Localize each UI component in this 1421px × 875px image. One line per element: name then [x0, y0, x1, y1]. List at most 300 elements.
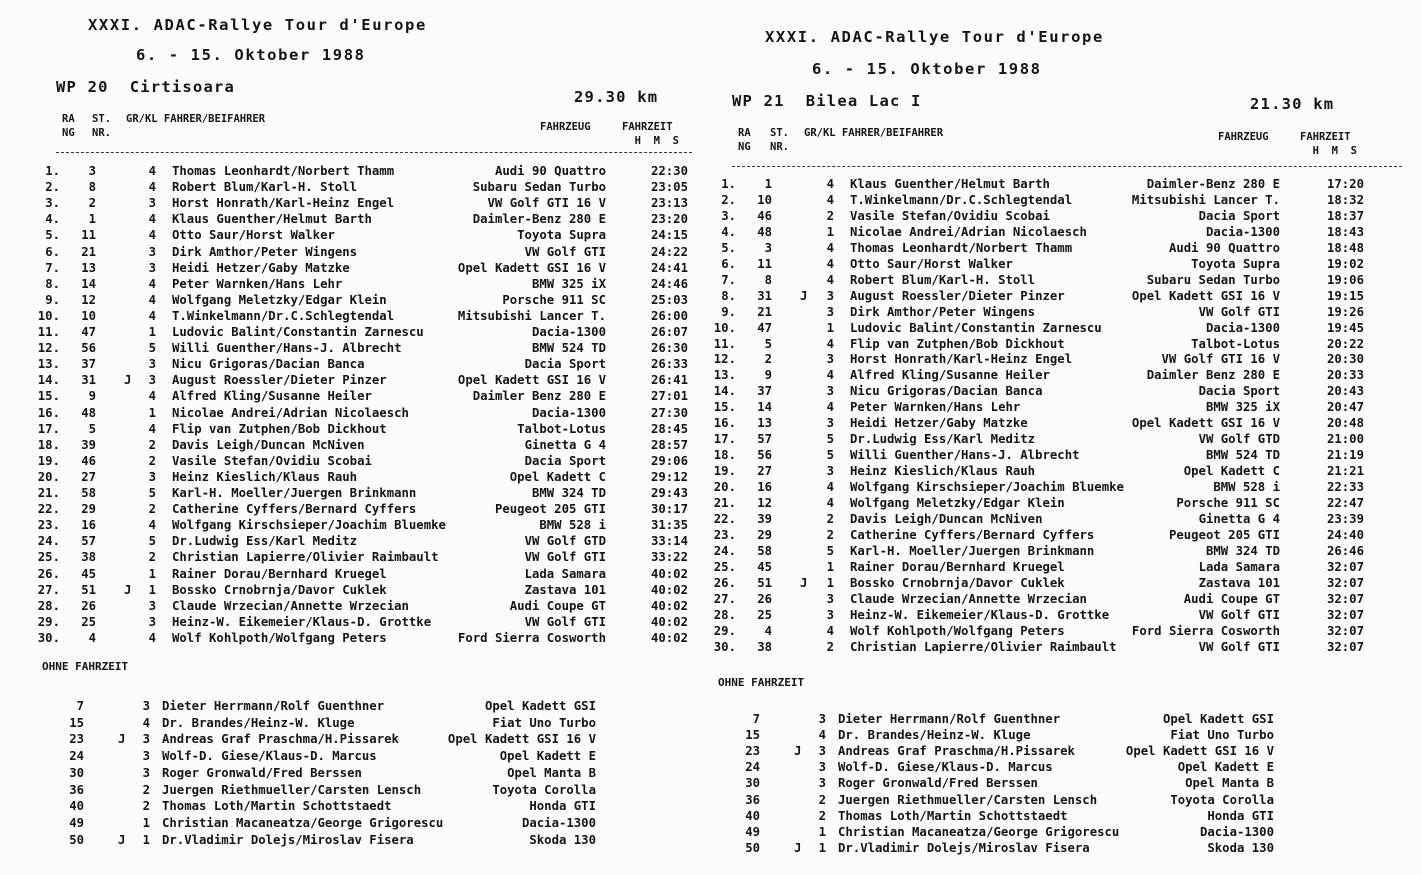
junior-flag-cell: J	[800, 575, 808, 590]
start-number-cell: 13	[757, 416, 772, 431]
stage-time-cell: 26:46	[1326, 543, 1364, 558]
rank-cell: 27.	[37, 582, 60, 597]
group-class-cell: 3	[148, 373, 156, 388]
car-cell: Daimler-Benz 280 E	[472, 212, 606, 227]
ohne-fahrzeit-row	[0, 748, 700, 764]
group-class-cell: 3	[148, 196, 156, 211]
car-cell: VW Golf GTI 16 V	[1161, 352, 1280, 367]
start-number-cell: 24	[69, 749, 84, 764]
start-number-cell: 7	[76, 699, 84, 713]
group-class-cell: 3	[142, 749, 150, 764]
ohne-fahrzeit-label: OHNE FAHRZEIT	[42, 660, 129, 673]
stage-time-cell: 32:07	[1326, 639, 1364, 654]
result-row	[0, 388, 700, 404]
stage-time-cell: 28:45	[650, 421, 688, 436]
group-class-cell: 4	[148, 630, 156, 645]
car-cell: Opel Kadett E	[499, 749, 596, 764]
junior-flag-cell: J	[124, 582, 132, 597]
group-class-cell: 3	[142, 699, 150, 713]
group-class-cell: 1	[148, 582, 156, 597]
result-row	[0, 598, 700, 614]
start-number-cell: 38	[757, 639, 772, 654]
group-class-cell: 3	[142, 732, 150, 747]
rank-cell: 14.	[37, 373, 60, 388]
car-cell: BMW 524 TD	[531, 341, 606, 356]
rank-cell: 17.	[713, 432, 736, 447]
crew-cell: Wolfgang Meletzky/Edgar Klein	[850, 496, 1065, 510]
car-cell: Honda GTI	[529, 799, 596, 814]
result-row	[0, 421, 700, 437]
start-number-cell: 1	[88, 212, 96, 227]
start-number-cell: 56	[757, 448, 772, 463]
stage-time-cell: 19:45	[1326, 320, 1364, 335]
stage-time-cell: 20:47	[1326, 400, 1364, 415]
crew-cell: Peter Warnken/Hans Lehr	[850, 400, 1021, 415]
rank-cell: 30.	[713, 639, 736, 654]
ohne-fahrzeit-row	[0, 698, 700, 714]
stage-distance: 21.30 km	[1250, 95, 1335, 113]
group-class-cell: 4	[818, 728, 826, 743]
rank-cell: 12.	[37, 341, 60, 356]
result-row	[0, 630, 700, 646]
stage-time-cell: 18:32	[1326, 192, 1364, 207]
header-rule	[56, 152, 692, 153]
group-class-cell: 1	[826, 224, 834, 239]
crew-cell: Heidi Hetzer/Gaby Matzke	[850, 416, 1028, 431]
crew-cell: Juergen Riethmueller/Carsten Lensch	[162, 782, 422, 797]
header-fahrzeug: FAHRZEUG	[1218, 131, 1269, 143]
ohne-fahrzeit-row	[0, 765, 700, 781]
group-class-cell: 2	[826, 208, 834, 223]
car-cell: Toyota Supra	[1191, 256, 1280, 271]
stage-time-cell: 40:02	[650, 614, 688, 629]
crew-cell: Thomas Loth/Martin Schottstaedt	[838, 808, 1068, 823]
ohne-fahrzeit-row	[712, 808, 1412, 824]
start-number-cell: 40	[69, 799, 84, 814]
rank-cell: 28.	[713, 607, 736, 622]
result-row	[712, 575, 1412, 591]
stage-time-cell: 40:02	[650, 630, 688, 645]
rank-cell: 17.	[37, 421, 60, 436]
stage-time-cell: 32:07	[1326, 559, 1364, 574]
crew-cell: Wolf-D. Giese/Klaus-D. Marcus	[162, 749, 377, 764]
rank-cell: 15.	[37, 389, 60, 404]
stage-time-cell: 18:37	[1326, 208, 1364, 223]
crew-cell: Catherine Cyffers/Bernard Cyffers	[850, 527, 1095, 542]
start-number-cell: 5	[764, 336, 772, 351]
group-class-cell: 4	[148, 228, 156, 243]
start-number-cell: 36	[745, 792, 760, 807]
stage-time-cell: 18:48	[1326, 240, 1364, 255]
start-number-cell: 38	[81, 550, 96, 565]
result-row	[712, 383, 1412, 399]
junior-flag-cell: J	[118, 732, 126, 747]
result-row	[0, 485, 700, 501]
result-row	[712, 431, 1412, 447]
result-row	[0, 292, 700, 308]
crew-cell: Roger Gronwald/Fred Berssen	[838, 776, 1038, 791]
group-class-cell: 1	[142, 815, 150, 830]
start-number-cell: 5	[88, 421, 96, 436]
start-number-cell: 12	[81, 292, 96, 307]
crew-cell: Horst Honrath/Karl-Heinz Engel	[172, 196, 395, 211]
event-title: XXXI. ADAC-Rallye Tour d'Europe	[88, 16, 427, 34]
start-number-cell: 24	[745, 760, 760, 775]
group-class-cell: 3	[826, 416, 834, 431]
ohne-fahrzeit-row	[712, 759, 1412, 775]
start-number-cell: 13	[81, 260, 96, 275]
crew-cell: Christian Lapierre/Olivier Raimbault	[850, 639, 1117, 654]
group-class-cell: 3	[826, 591, 834, 606]
group-class-cell: 3	[826, 304, 834, 319]
ohne-fahrzeit-row	[0, 715, 700, 731]
start-number-cell: 2	[88, 196, 96, 211]
start-number-cell: 48	[757, 224, 772, 239]
crew-cell: Flip van Zutphen/Bob Dickhout	[850, 336, 1065, 351]
result-row	[712, 527, 1412, 543]
rank-cell: 22.	[37, 502, 60, 517]
start-number-cell: 27	[81, 469, 96, 484]
crew-cell: Andreas Graf Praschma/H.Pissarek	[838, 744, 1075, 759]
stage-time-cell: 19:06	[1326, 272, 1364, 287]
car-cell: VW Golf GTD	[524, 534, 606, 549]
rank-cell: 26.	[713, 575, 736, 590]
ohne-fahrzeit-row	[712, 792, 1412, 808]
car-cell: Peugeot 205 GTI	[1168, 527, 1280, 542]
start-number-cell: 26	[757, 591, 772, 606]
ohne-fahrzeit-row	[0, 731, 700, 747]
group-class-cell: 4	[148, 292, 156, 307]
crew-cell: Nicolae Andrei/Adrian Nicolaesch	[850, 224, 1087, 239]
result-row	[712, 479, 1412, 495]
car-cell: Toyota Corolla	[492, 782, 596, 797]
start-number-cell: 47	[81, 325, 96, 339]
car-cell: Opel Kadett GSI 16 V	[457, 260, 606, 275]
car-cell: Ginetta G 4	[1198, 511, 1280, 526]
rank-cell: 1.	[721, 177, 736, 191]
stage-time-cell: 32:07	[1326, 575, 1364, 590]
result-row	[0, 453, 700, 469]
start-number-cell: 15	[69, 715, 84, 730]
result-row	[712, 240, 1412, 256]
rank-cell: 29.	[713, 623, 736, 638]
rank-cell: 19.	[37, 453, 60, 468]
start-number-cell: 46	[81, 453, 96, 468]
group-class-cell: 4	[826, 272, 834, 287]
rank-cell: 3.	[721, 208, 736, 223]
car-cell: Opel Kadett E	[1177, 760, 1274, 775]
crew-cell: Otto Saur/Horst Walker	[850, 256, 1013, 271]
result-row	[712, 320, 1412, 336]
group-class-cell: 1	[818, 824, 826, 839]
stage-time-cell: 28:57	[650, 437, 688, 452]
group-class-cell: 1	[148, 566, 156, 581]
crew-cell: Davis Leigh/Duncan McNiven	[172, 437, 365, 452]
result-row	[712, 495, 1412, 511]
start-number-cell: 30	[69, 765, 84, 780]
car-cell: BMW 528 i	[1213, 480, 1280, 495]
result-row	[712, 192, 1412, 208]
stage-distance: 29.30 km	[574, 88, 659, 106]
crew-cell: T.Winkelmann/Dr.C.Schlegtendal	[850, 192, 1073, 207]
result-row	[712, 399, 1412, 415]
stage-time-cell: 27:01	[650, 389, 688, 404]
result-row	[0, 549, 700, 565]
crew-cell: Willi Guenther/Hans-J. Albrecht	[850, 448, 1080, 463]
crew-cell: August Roessler/Dieter Pinzer	[850, 288, 1065, 303]
rank-cell: 2.	[45, 180, 60, 195]
rank-cell: 10.	[37, 308, 60, 323]
crew-cell: Horst Honrath/Karl-Heinz Engel	[850, 352, 1073, 367]
car-cell: VW Golf GTI	[1198, 639, 1280, 654]
start-number-cell: 51	[81, 582, 96, 597]
crew-cell: Christian Macaneatza/George Grigorescu	[162, 815, 444, 830]
start-number-cell: 8	[764, 272, 772, 287]
car-cell: VW Golf GTI 16 V	[487, 196, 606, 211]
car-cell: Ford Sierra Cosworth	[1131, 623, 1280, 638]
result-row	[0, 179, 700, 195]
result-row	[712, 463, 1412, 479]
rank-cell: 5.	[721, 240, 736, 255]
result-row	[712, 415, 1412, 431]
group-class-cell: 3	[826, 288, 834, 303]
start-number-cell: 58	[81, 486, 96, 500]
stage-time-cell: 24:40	[1326, 527, 1364, 542]
result-row	[0, 211, 700, 227]
group-class-cell: 2	[148, 550, 156, 565]
stage-time-cell: 20:22	[1326, 336, 1364, 351]
result-row	[712, 367, 1412, 383]
start-number-cell: 10	[81, 308, 96, 323]
car-cell: Opel Manta B	[507, 765, 596, 780]
crew-cell: T.Winkelmann/Dr.C.Schlegtendal	[172, 308, 395, 323]
group-class-cell: 2	[826, 527, 834, 542]
crew-cell: Heinz-W. Eikemeier/Klaus-D. Grottke	[172, 614, 432, 629]
crew-cell: Dr.Ludwig Ess/Karl Meditz	[850, 432, 1036, 447]
group-class-cell: 2	[826, 511, 834, 526]
car-cell: Dacia-1300	[1199, 824, 1274, 839]
stage-time-cell: 20:48	[1326, 416, 1364, 431]
result-row	[0, 163, 700, 179]
ohne-fahrzeit-row	[712, 775, 1412, 791]
rank-cell: 15.	[713, 400, 736, 415]
ohne-fahrzeit-label: OHNE FAHRZEIT	[718, 676, 805, 689]
group-class-cell: 1	[148, 325, 156, 339]
crew-cell: Davis Leigh/Duncan McNiven	[850, 511, 1043, 526]
car-cell: Lada Samara	[524, 566, 606, 581]
crew-cell: Thomas Leonhardt/Norbert Thamm	[172, 164, 395, 178]
start-number-cell: 4	[88, 630, 96, 645]
stage-time-cell: 26:07	[650, 325, 688, 339]
rank-cell: 26.	[37, 566, 60, 581]
rank-cell: 28.	[37, 598, 60, 613]
car-cell: Mitsubishi Lancer T.	[1131, 192, 1280, 207]
car-cell: Mitsubishi Lancer T.	[457, 308, 606, 323]
crew-cell: Roger Gronwald/Fred Berssen	[162, 765, 362, 780]
rank-cell: 20.	[37, 469, 60, 484]
car-cell: VW Golf GTI	[524, 614, 606, 629]
start-number-cell: 39	[757, 511, 772, 526]
group-class-cell: 3	[148, 598, 156, 613]
ohne-fahrzeit-row	[0, 798, 700, 814]
car-cell: Opel Kadett GSI 16 V	[1131, 288, 1280, 303]
group-class-cell: 5	[826, 432, 834, 447]
car-cell: Lada Samara	[1198, 559, 1280, 574]
crew-cell: Wolf Kohlpoth/Wolfgang Peters	[850, 623, 1065, 638]
stage-time-cell: 19:02	[1326, 256, 1364, 271]
result-row	[712, 336, 1412, 352]
start-number-cell: 15	[745, 728, 760, 743]
rank-cell: 18.	[713, 448, 736, 463]
crew-cell: August Roessler/Dieter Pinzer	[172, 373, 387, 388]
crew-cell: Dr.Vladimir Dolejs/Miroslav Fisera	[838, 840, 1090, 855]
start-number-cell: 3	[88, 164, 96, 178]
rank-cell: 14.	[713, 384, 736, 399]
start-number-cell: 51	[757, 575, 772, 590]
group-class-cell: 5	[148, 341, 156, 356]
start-number-cell: 9	[88, 389, 96, 404]
result-row	[0, 437, 700, 453]
group-class-cell: 3	[826, 464, 834, 479]
start-number-cell: 12	[757, 496, 772, 510]
car-cell: Opel Kadett GSI 16 V	[1131, 416, 1280, 431]
header-startnr: ST. NR.	[770, 127, 789, 153]
rank-cell: 7.	[721, 272, 736, 287]
stage-time-cell: 24:41	[650, 260, 688, 275]
result-row	[0, 195, 700, 211]
stage-time-cell: 27:30	[650, 405, 688, 420]
result-row	[0, 533, 700, 549]
group-class-cell: 1	[148, 405, 156, 420]
crew-cell: Heinz Kieslich/Klaus Rauh	[172, 469, 358, 484]
group-class-cell: 3	[148, 244, 156, 259]
car-cell: Dacia Sport	[1198, 384, 1280, 399]
start-number-cell: 45	[81, 566, 96, 581]
result-row	[712, 176, 1412, 192]
ohne-fahrzeit-row	[712, 743, 1412, 759]
rank-cell: 4.	[45, 212, 60, 227]
group-class-cell: 2	[818, 808, 826, 823]
start-number-cell: 3	[764, 240, 772, 255]
header-fahrzeit: FAHRZEIT H M S	[1300, 131, 1357, 157]
group-class-cell: 5	[826, 448, 834, 463]
group-class-cell: 4	[148, 212, 156, 227]
start-number-cell: 21	[757, 304, 772, 319]
crew-cell: Wolfgang Kirschsieper/Joachim Bluemke	[172, 518, 446, 533]
start-number-cell: 46	[757, 208, 772, 223]
group-class-cell: 3	[142, 765, 150, 780]
group-class-cell: 4	[148, 180, 156, 195]
result-row	[0, 582, 700, 598]
car-cell: Audi 90 Quattro	[1168, 240, 1280, 255]
result-row	[0, 227, 700, 243]
stage-time-cell: 22:47	[1326, 496, 1364, 510]
result-row	[0, 372, 700, 388]
result-row	[0, 260, 700, 276]
start-number-cell: 36	[69, 782, 84, 797]
stage-time-cell: 17:20	[1326, 177, 1364, 191]
result-row	[0, 276, 700, 292]
group-class-cell: 5	[148, 534, 156, 549]
group-class-cell: 1	[826, 559, 834, 574]
group-class-cell: 4	[148, 389, 156, 404]
crew-cell: Catherine Cyffers/Bernard Cyffers	[172, 502, 417, 517]
crew-cell: Heinz Kieslich/Klaus Rauh	[850, 464, 1036, 479]
header-rang: RA NG	[62, 113, 75, 139]
group-class-cell: 4	[826, 192, 834, 207]
rank-cell: 6.	[721, 256, 736, 271]
car-cell: Dacia-1300	[1205, 320, 1280, 335]
event-dates: 6. - 15. Oktober 1988	[136, 46, 366, 64]
rank-cell: 23.	[713, 527, 736, 542]
group-class-cell: 1	[826, 320, 834, 335]
group-class-cell: 4	[826, 480, 834, 495]
car-cell: Dacia-1300	[1205, 224, 1280, 239]
ohne-fahrzeit-row	[0, 782, 700, 798]
crew-cell: Christian Lapierre/Olivier Raimbault	[172, 550, 439, 565]
group-class-cell: 4	[826, 368, 834, 383]
group-class-cell: 3	[148, 357, 156, 372]
rank-cell: 18.	[37, 437, 60, 452]
crew-cell: Andreas Graf Praschma/H.Pissarek	[162, 732, 399, 747]
result-row	[712, 288, 1412, 304]
stage-time-cell: 31:35	[650, 518, 688, 533]
crew-cell: Klaus Guenther/Helmut Barth	[850, 177, 1050, 191]
crew-cell: Klaus Guenther/Helmut Barth	[172, 212, 372, 227]
junior-flag-cell: J	[800, 288, 808, 303]
stage-time-cell: 29:12	[650, 469, 688, 484]
rank-cell: 13.	[37, 357, 60, 372]
crew-cell: Juergen Riethmueller/Carsten Lensch	[838, 792, 1098, 807]
rank-cell: 27.	[713, 591, 736, 606]
crew-cell: Vasile Stefan/Ovidiu Scobai	[172, 453, 372, 468]
rank-cell: 6.	[45, 244, 60, 259]
result-row	[712, 591, 1412, 607]
stage-time-cell: 26:33	[650, 357, 688, 372]
ohne-fahrzeit-row	[712, 727, 1412, 743]
car-cell: Opel Kadett GSI 16 V	[457, 373, 606, 388]
header-startnr: ST. NR.	[92, 113, 111, 139]
header-grkl-fahrer: GR/KL FAHRER/BEIFAHRER	[126, 113, 266, 125]
group-class-cell: 4	[826, 623, 834, 638]
start-number-cell: 37	[81, 357, 96, 372]
rank-cell: 24.	[713, 543, 736, 558]
header-fahrzeit: FAHRZEIT H M S	[622, 121, 679, 147]
rank-cell: 16.	[37, 405, 60, 420]
car-cell: Dacia Sport	[1198, 208, 1280, 223]
stage-time-cell: 23:20	[650, 212, 688, 227]
result-row	[0, 566, 700, 582]
crew-cell: Dieter Herrmann/Rolf Guenthner	[162, 699, 385, 713]
start-number-cell: 11	[757, 256, 772, 271]
result-row	[0, 501, 700, 517]
car-cell: VW Golf GTD	[1198, 432, 1280, 447]
car-cell: Toyota Corolla	[1170, 792, 1274, 807]
group-class-cell: 4	[826, 177, 834, 191]
result-row	[712, 304, 1412, 320]
result-row	[712, 208, 1412, 224]
stage-time-cell: 22:30	[650, 164, 688, 178]
car-cell: Dacia-1300	[531, 405, 606, 420]
rank-cell: 19.	[713, 464, 736, 479]
rank-cell: 4.	[721, 224, 736, 239]
group-class-cell: 4	[826, 496, 834, 510]
crew-cell: Nicu Grigoras/Dacian Banca	[172, 357, 365, 372]
ohne-fahrzeit-row	[712, 711, 1412, 727]
stage-time-cell: 20:30	[1326, 352, 1364, 367]
start-number-cell: 57	[757, 432, 772, 447]
group-class-cell: 3	[148, 260, 156, 275]
